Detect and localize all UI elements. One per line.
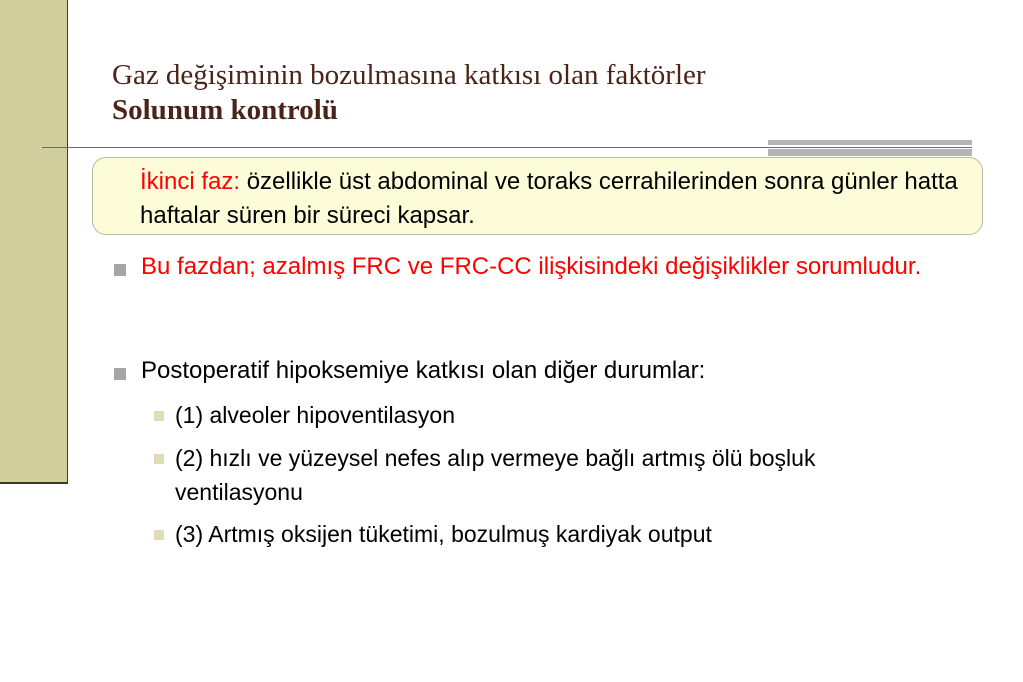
bullet-text: Bu fazdan; azalmış FRC ve FRC-CC ilişkisindeki değişiklikler sorumludur. [141,253,922,280]
square-bullet-icon [154,454,164,464]
subbullet-text: (2) hızlı ve yüzeysel nefes alıp vermeye bağlı artmış ölü boşluk ventilasyonu [175,445,816,505]
title-divider [42,147,972,148]
decorative-stripe-top [768,140,972,145]
highlight-text [140,165,975,233]
highlight-label: İkinci faz: [140,168,241,195]
square-bullet-icon [114,368,126,380]
square-bullet-icon [114,264,126,276]
decorative-stripe-bottom [768,149,972,156]
slide-title-line1: Gaz değişiminin bozulmasına katkısı olan faktörler [112,59,706,91]
slide-title [112,58,706,128]
slide-title-line2: Solunum kontrolü [112,94,338,126]
left-sidebar-bar [0,0,68,484]
highlight-body: özellikle üst abdominal ve toraks cerrahilerinden sonra günler hatta haftalar süren bir süreci kapsar. [140,168,958,229]
square-bullet-icon [154,411,164,421]
subbullet-text: (1) alveoler hipoventilasyon [175,402,455,428]
bullet-text: Postoperatif hipoksemiye katkısı olan diğer durumlar: [141,357,706,384]
subbullet-text: (3) Artmış oksijen tüketimi, bozulmuş kardiyak output [175,521,712,547]
square-bullet-icon [154,530,164,540]
